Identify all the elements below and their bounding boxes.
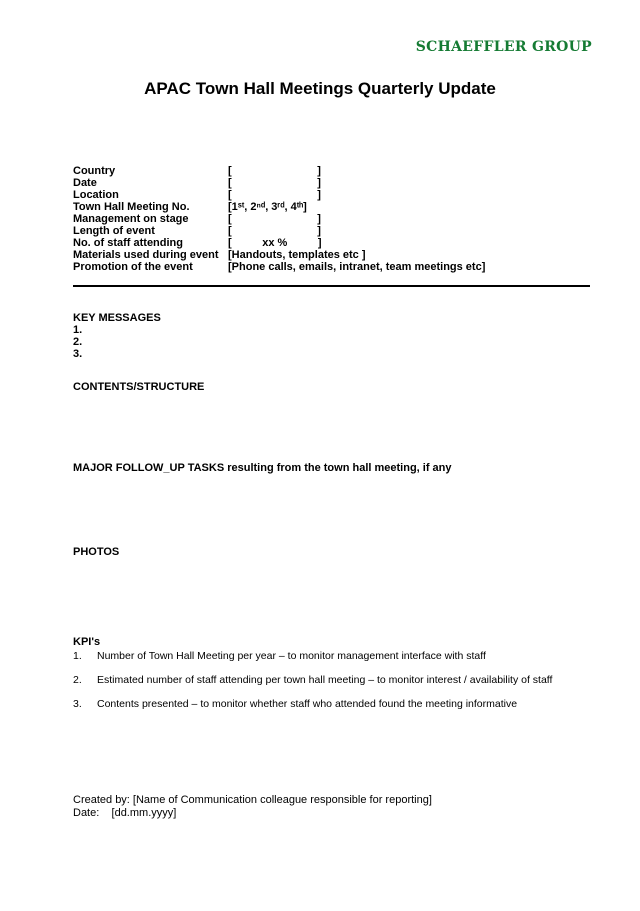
form-label-management: Management on stage xyxy=(73,213,189,225)
kpi-item-1 xyxy=(73,650,552,662)
kpi-text-1: Number of Town Hall Meeting per year – to monitor management interface with staff xyxy=(97,650,486,662)
date-line: Date: [dd.mm.yyyy] xyxy=(73,807,177,819)
footer-section xyxy=(73,794,432,820)
form-value-location: [ ] xyxy=(228,189,321,201)
form-row-length xyxy=(73,225,485,237)
form-label-promotion: Promotion of the event xyxy=(73,261,193,273)
form-row-materials xyxy=(73,249,485,261)
form-value-management: [ ] xyxy=(228,213,321,225)
key-message-item-2: 2. xyxy=(73,336,83,348)
form-value-materials: [Handouts, templates etc ] xyxy=(228,249,366,261)
kpis-section xyxy=(73,636,552,710)
form-label-meeting-no: Town Hall Meeting No. xyxy=(73,201,190,213)
kpi-number-3: 3. xyxy=(73,698,82,710)
form-value-date: [ ] xyxy=(228,177,321,189)
photos-heading: PHOTOS xyxy=(73,546,120,558)
form-label-staff-attending: No. of staff attending xyxy=(73,237,183,249)
form-row-meeting-no xyxy=(73,201,485,213)
form-row-promotion xyxy=(73,261,485,273)
kpi-item-2 xyxy=(73,674,552,686)
key-message-item-3: 3. xyxy=(73,348,83,360)
form-value-length: [ ] xyxy=(228,225,321,237)
form-value-meeting-no: [1ˢᵗ, 2ⁿᵈ, 3ʳᵈ, 4ᵗʰ] xyxy=(228,201,307,213)
kpi-item-3 xyxy=(73,698,552,710)
follow-up-tasks-heading: MAJOR FOLLOW_UP TASKS resulting from the town hall meeting, if any xyxy=(73,462,452,474)
kpi-number-1: 1. xyxy=(73,650,82,662)
form-row-staff-attending xyxy=(73,237,485,249)
schaeffler-group-logo: SCHAEFFLER GROUP xyxy=(415,39,592,55)
kpi-text-3: Contents presented – to monitor whether staff who attended found the meeting informative xyxy=(97,698,518,710)
form-row-location xyxy=(73,189,485,201)
form-value-staff-attending: [ xx % ] xyxy=(228,237,322,249)
form-label-country: Country xyxy=(73,165,116,177)
form-label-length: Length of event xyxy=(73,225,155,237)
form-row-date xyxy=(73,177,485,189)
form-label-date: Date xyxy=(73,177,97,189)
page-title: APAC Town Hall Meetings Quarterly Update xyxy=(144,79,496,98)
form-value-country: [ ] xyxy=(228,165,321,177)
kpi-text-2: Estimated number of staff attending per town hall meeting – to monitor interest / availability of staff xyxy=(97,674,553,686)
kpi-number-2: 2. xyxy=(73,674,82,686)
form-value-promotion: [Phone calls, emails, intranet, team meetings etc] xyxy=(228,261,486,273)
form-label-location: Location xyxy=(73,189,119,201)
meeting-info-form xyxy=(73,165,485,273)
kpis-heading: KPI's xyxy=(73,636,101,648)
created-by-line: Created by: [Name of Communication colleague responsible for reporting] xyxy=(73,794,432,806)
key-messages-section xyxy=(73,312,161,360)
key-message-item-1: 1. xyxy=(73,324,83,336)
form-row-country xyxy=(73,165,485,177)
form-row-management xyxy=(73,213,485,225)
key-messages-heading: KEY MESSAGES xyxy=(73,312,161,324)
form-label-materials: Materials used during event xyxy=(73,249,219,261)
horizontal-divider xyxy=(73,285,590,287)
contents-structure-heading: CONTENTS/STRUCTURE xyxy=(73,381,205,393)
